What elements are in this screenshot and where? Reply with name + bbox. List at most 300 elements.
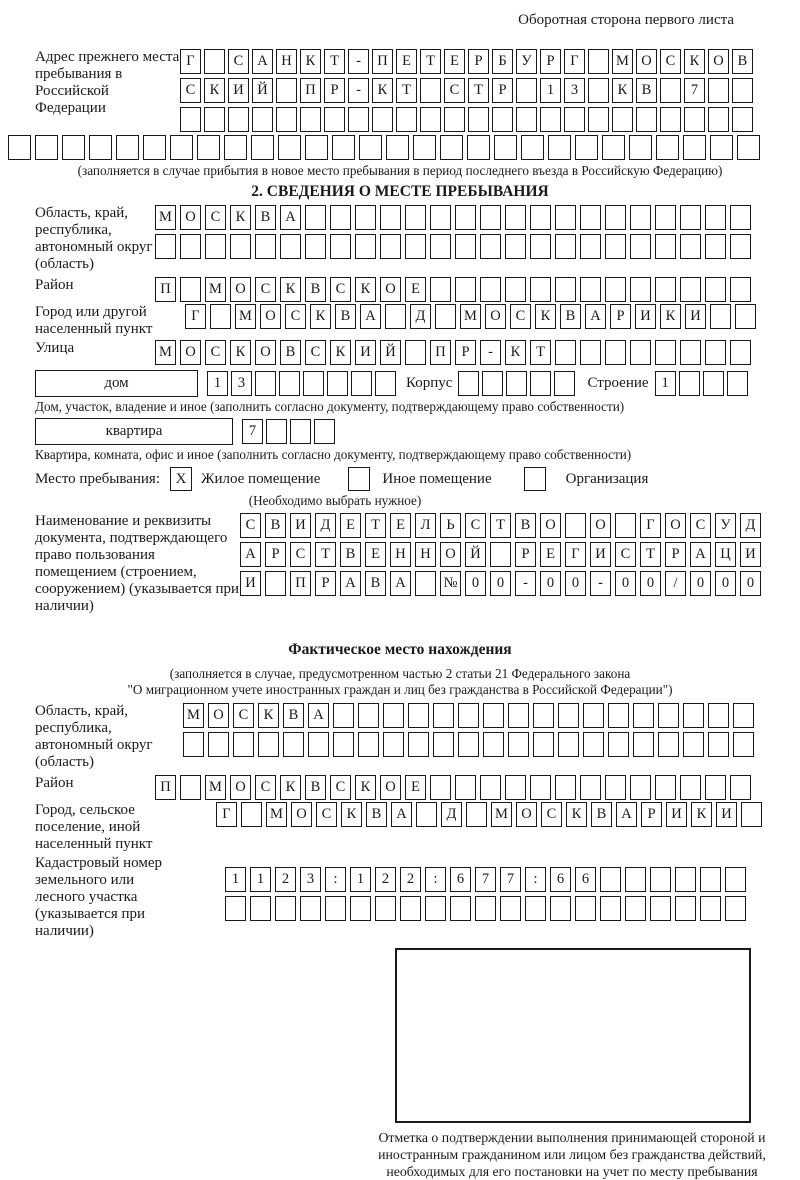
char-box[interactable]: - xyxy=(480,340,501,365)
char-box[interactable]: Р xyxy=(515,542,536,567)
char-box[interactable] xyxy=(530,205,551,230)
char-box[interactable]: 7 xyxy=(475,867,496,892)
char-box[interactable]: С xyxy=(255,277,276,302)
char-box[interactable]: К xyxy=(300,49,321,74)
char-box[interactable] xyxy=(530,775,551,800)
char-box[interactable] xyxy=(505,775,526,800)
char-box[interactable] xyxy=(467,135,490,160)
char-box[interactable]: 0 xyxy=(465,571,486,596)
char-box[interactable] xyxy=(205,234,226,259)
char-box[interactable]: Р xyxy=(540,49,561,74)
char-box[interactable] xyxy=(530,234,551,259)
char-box[interactable] xyxy=(276,78,297,103)
char-box[interactable] xyxy=(680,277,701,302)
char-box[interactable]: К xyxy=(230,340,251,365)
char-box[interactable] xyxy=(733,732,754,757)
char-box[interactable] xyxy=(433,703,454,728)
char-box[interactable] xyxy=(655,205,676,230)
char-box[interactable] xyxy=(305,205,326,230)
char-box[interactable] xyxy=(658,703,679,728)
char-box[interactable] xyxy=(710,304,731,329)
checkbox-inoe[interactable] xyxy=(348,467,370,491)
char-box[interactable] xyxy=(602,135,625,160)
char-box[interactable]: Т xyxy=(490,513,511,538)
char-box[interactable] xyxy=(530,277,551,302)
char-box[interactable]: 7 xyxy=(684,78,705,103)
char-box[interactable] xyxy=(305,234,326,259)
char-box[interactable]: И xyxy=(240,571,261,596)
char-box[interactable] xyxy=(383,732,404,757)
char-box[interactable] xyxy=(555,775,576,800)
char-box[interactable]: В xyxy=(340,542,361,567)
char-box[interactable] xyxy=(630,340,651,365)
char-box[interactable] xyxy=(275,896,296,921)
char-box[interactable]: Т xyxy=(324,49,345,74)
char-box[interactable] xyxy=(680,775,701,800)
char-box[interactable] xyxy=(482,371,503,396)
char-box[interactable]: Р xyxy=(468,49,489,74)
char-box[interactable] xyxy=(500,896,521,921)
char-box[interactable]: К xyxy=(372,78,393,103)
char-box[interactable] xyxy=(455,205,476,230)
char-box[interactable]: 2 xyxy=(275,867,296,892)
char-box[interactable]: Р xyxy=(492,78,513,103)
char-box[interactable]: В xyxy=(365,571,386,596)
char-box[interactable] xyxy=(525,896,546,921)
char-box[interactable] xyxy=(444,107,465,132)
char-box[interactable]: Й xyxy=(380,340,401,365)
char-box[interactable]: С xyxy=(205,340,226,365)
char-box[interactable] xyxy=(588,78,609,103)
char-box[interactable]: С xyxy=(330,277,351,302)
char-box[interactable] xyxy=(548,135,571,160)
char-box[interactable] xyxy=(455,775,476,800)
char-box[interactable] xyxy=(730,234,751,259)
char-box[interactable] xyxy=(725,867,746,892)
char-box[interactable]: М xyxy=(205,277,226,302)
char-box[interactable]: Р xyxy=(265,542,286,567)
char-box[interactable]: Т xyxy=(640,542,661,567)
char-box[interactable] xyxy=(555,234,576,259)
char-box[interactable] xyxy=(725,896,746,921)
char-box[interactable]: Р xyxy=(324,78,345,103)
char-box[interactable]: С xyxy=(316,802,337,827)
char-box[interactable]: К xyxy=(535,304,556,329)
char-box[interactable] xyxy=(505,277,526,302)
char-box[interactable] xyxy=(466,802,487,827)
char-box[interactable]: О xyxy=(255,340,276,365)
char-box[interactable]: О xyxy=(380,277,401,302)
char-box[interactable] xyxy=(375,896,396,921)
char-box[interactable]: В xyxy=(560,304,581,329)
char-box[interactable]: П xyxy=(155,277,176,302)
char-box[interactable]: И xyxy=(635,304,656,329)
char-box[interactable]: Г xyxy=(216,802,237,827)
char-box[interactable] xyxy=(430,234,451,259)
char-box[interactable] xyxy=(265,571,286,596)
char-box[interactable] xyxy=(741,802,762,827)
char-box[interactable]: Е xyxy=(390,513,411,538)
char-box[interactable] xyxy=(180,775,201,800)
char-box[interactable]: П xyxy=(372,49,393,74)
char-box[interactable]: М xyxy=(205,775,226,800)
char-box[interactable]: О xyxy=(208,703,229,728)
char-box[interactable] xyxy=(629,135,652,160)
char-box[interactable]: / xyxy=(665,571,686,596)
char-box[interactable] xyxy=(440,135,463,160)
char-box[interactable] xyxy=(630,205,651,230)
char-box[interactable]: М xyxy=(183,703,204,728)
char-box[interactable]: И xyxy=(685,304,706,329)
char-box[interactable] xyxy=(588,49,609,74)
char-box[interactable] xyxy=(420,107,441,132)
char-box[interactable] xyxy=(540,107,561,132)
char-box[interactable]: О xyxy=(590,513,611,538)
char-box[interactable] xyxy=(580,775,601,800)
char-box[interactable] xyxy=(372,107,393,132)
char-box[interactable] xyxy=(633,703,654,728)
char-box[interactable] xyxy=(605,340,626,365)
char-box[interactable]: У xyxy=(516,49,537,74)
char-box[interactable] xyxy=(358,732,379,757)
char-box[interactable] xyxy=(355,205,376,230)
char-box[interactable] xyxy=(679,371,700,396)
char-box[interactable] xyxy=(506,371,527,396)
char-box[interactable]: М xyxy=(155,205,176,230)
char-box[interactable]: 0 xyxy=(615,571,636,596)
char-box[interactable] xyxy=(708,107,729,132)
char-box[interactable] xyxy=(655,775,676,800)
char-box[interactable]: Е xyxy=(405,277,426,302)
char-box[interactable]: Е xyxy=(540,542,561,567)
char-box[interactable]: Р xyxy=(610,304,631,329)
char-box[interactable] xyxy=(386,135,409,160)
char-box[interactable] xyxy=(730,340,751,365)
char-box[interactable] xyxy=(480,205,501,230)
char-box[interactable] xyxy=(605,234,626,259)
char-box[interactable]: И xyxy=(590,542,611,567)
char-box[interactable]: С xyxy=(615,542,636,567)
char-box[interactable] xyxy=(565,513,586,538)
char-box[interactable]: : xyxy=(425,867,446,892)
char-box[interactable]: О xyxy=(440,542,461,567)
char-box[interactable] xyxy=(656,135,679,160)
char-box[interactable]: А xyxy=(280,205,301,230)
char-box[interactable] xyxy=(505,205,526,230)
char-box[interactable] xyxy=(458,703,479,728)
char-box[interactable]: 7 xyxy=(242,419,263,444)
char-box[interactable]: С xyxy=(205,205,226,230)
char-box[interactable] xyxy=(655,340,676,365)
char-box[interactable] xyxy=(533,732,554,757)
char-box[interactable]: О xyxy=(260,304,281,329)
char-box[interactable]: : xyxy=(525,867,546,892)
char-box[interactable] xyxy=(700,867,721,892)
char-box[interactable] xyxy=(358,703,379,728)
char-box[interactable]: 7 xyxy=(500,867,521,892)
char-box[interactable] xyxy=(737,135,760,160)
char-box[interactable]: С xyxy=(240,513,261,538)
char-box[interactable] xyxy=(600,867,621,892)
checkbox-zhiloe[interactable]: X xyxy=(170,467,192,491)
char-box[interactable] xyxy=(350,896,371,921)
char-box[interactable]: О xyxy=(708,49,729,74)
char-box[interactable] xyxy=(508,732,529,757)
char-box[interactable] xyxy=(35,135,58,160)
char-box[interactable] xyxy=(580,277,601,302)
char-box[interactable]: 1 xyxy=(225,867,246,892)
char-box[interactable] xyxy=(580,205,601,230)
char-box[interactable]: В xyxy=(732,49,753,74)
char-box[interactable]: В xyxy=(305,775,326,800)
char-box[interactable] xyxy=(625,867,646,892)
char-box[interactable] xyxy=(683,703,704,728)
char-box[interactable]: Т xyxy=(468,78,489,103)
char-box[interactable] xyxy=(588,107,609,132)
char-box[interactable]: 1 xyxy=(250,867,271,892)
char-box[interactable]: П xyxy=(290,571,311,596)
char-box[interactable]: М xyxy=(491,802,512,827)
char-box[interactable]: : xyxy=(325,867,346,892)
char-box[interactable]: А xyxy=(360,304,381,329)
char-box[interactable]: А xyxy=(616,802,637,827)
char-box[interactable]: В xyxy=(591,802,612,827)
char-box[interactable] xyxy=(605,775,626,800)
char-box[interactable] xyxy=(228,107,249,132)
char-box[interactable]: 0 xyxy=(740,571,761,596)
char-box[interactable] xyxy=(660,107,681,132)
char-box[interactable] xyxy=(683,135,706,160)
char-box[interactable]: - xyxy=(515,571,536,596)
char-box[interactable] xyxy=(660,78,681,103)
char-box[interactable] xyxy=(413,135,436,160)
char-box[interactable]: П xyxy=(430,340,451,365)
char-box[interactable]: Т xyxy=(420,49,441,74)
char-box[interactable]: 3 xyxy=(231,371,252,396)
char-box[interactable] xyxy=(608,732,629,757)
char-box[interactable] xyxy=(650,896,671,921)
char-box[interactable] xyxy=(251,135,274,160)
char-box[interactable] xyxy=(375,371,396,396)
char-box[interactable]: К xyxy=(505,340,526,365)
char-box[interactable]: С xyxy=(228,49,249,74)
char-box[interactable] xyxy=(705,340,726,365)
char-box[interactable] xyxy=(605,205,626,230)
char-box[interactable] xyxy=(266,419,287,444)
char-box[interactable] xyxy=(650,867,671,892)
char-box[interactable] xyxy=(62,135,85,160)
char-box[interactable] xyxy=(730,205,751,230)
char-box[interactable] xyxy=(183,732,204,757)
char-box[interactable] xyxy=(327,371,348,396)
char-box[interactable] xyxy=(630,234,651,259)
char-box[interactable] xyxy=(705,277,726,302)
char-box[interactable]: 0 xyxy=(690,571,711,596)
char-box[interactable]: О xyxy=(516,802,537,827)
char-box[interactable] xyxy=(680,340,701,365)
char-box[interactable]: С xyxy=(330,775,351,800)
char-box[interactable] xyxy=(416,802,437,827)
char-box[interactable] xyxy=(300,107,321,132)
char-box[interactable]: О xyxy=(665,513,686,538)
char-box[interactable] xyxy=(180,107,201,132)
char-box[interactable] xyxy=(241,802,262,827)
char-box[interactable] xyxy=(600,896,621,921)
char-box[interactable] xyxy=(636,107,657,132)
char-box[interactable] xyxy=(508,703,529,728)
char-box[interactable] xyxy=(550,896,571,921)
char-box[interactable] xyxy=(730,775,751,800)
char-box[interactable] xyxy=(658,732,679,757)
char-box[interactable] xyxy=(380,234,401,259)
char-box[interactable]: Г xyxy=(185,304,206,329)
char-box[interactable] xyxy=(290,419,311,444)
char-box[interactable]: В xyxy=(280,340,301,365)
char-box[interactable] xyxy=(415,571,436,596)
char-box[interactable] xyxy=(351,371,372,396)
char-box[interactable]: 0 xyxy=(490,571,511,596)
char-box[interactable]: С xyxy=(660,49,681,74)
char-box[interactable] xyxy=(385,304,406,329)
char-box[interactable]: О xyxy=(180,205,201,230)
char-box[interactable] xyxy=(710,135,733,160)
char-box[interactable]: 1 xyxy=(655,371,676,396)
char-box[interactable] xyxy=(703,371,724,396)
char-box[interactable]: - xyxy=(348,49,369,74)
char-box[interactable]: П xyxy=(155,775,176,800)
char-box[interactable]: 6 xyxy=(575,867,596,892)
char-box[interactable] xyxy=(655,277,676,302)
char-box[interactable] xyxy=(705,775,726,800)
char-box[interactable] xyxy=(324,107,345,132)
char-box[interactable] xyxy=(483,703,504,728)
char-box[interactable]: Т xyxy=(365,513,386,538)
char-box[interactable] xyxy=(583,732,604,757)
char-box[interactable]: С xyxy=(444,78,465,103)
char-box[interactable]: 6 xyxy=(550,867,571,892)
char-box[interactable] xyxy=(204,107,225,132)
char-box[interactable] xyxy=(580,234,601,259)
char-box[interactable] xyxy=(458,371,479,396)
char-box[interactable] xyxy=(225,896,246,921)
char-box[interactable]: С xyxy=(233,703,254,728)
char-box[interactable] xyxy=(468,107,489,132)
char-box[interactable]: 0 xyxy=(715,571,736,596)
char-box[interactable] xyxy=(425,896,446,921)
char-box[interactable]: В xyxy=(283,703,304,728)
char-box[interactable] xyxy=(332,135,355,160)
char-box[interactable] xyxy=(405,205,426,230)
char-box[interactable]: Д xyxy=(410,304,431,329)
char-box[interactable] xyxy=(730,277,751,302)
char-box[interactable]: К xyxy=(280,277,301,302)
char-box[interactable] xyxy=(705,234,726,259)
char-box[interactable]: Ь xyxy=(440,513,461,538)
char-box[interactable]: Р xyxy=(315,571,336,596)
char-box[interactable] xyxy=(204,49,225,74)
char-box[interactable] xyxy=(180,277,201,302)
char-box[interactable] xyxy=(197,135,220,160)
char-box[interactable]: 0 xyxy=(540,571,561,596)
char-box[interactable]: А xyxy=(252,49,273,74)
char-box[interactable] xyxy=(348,107,369,132)
char-box[interactable] xyxy=(555,277,576,302)
char-box[interactable]: С xyxy=(290,542,311,567)
char-box[interactable]: Н xyxy=(390,542,411,567)
char-box[interactable] xyxy=(433,732,454,757)
char-box[interactable]: - xyxy=(590,571,611,596)
char-box[interactable] xyxy=(455,277,476,302)
char-box[interactable]: К xyxy=(612,78,633,103)
char-box[interactable] xyxy=(435,304,456,329)
char-box[interactable]: 1 xyxy=(540,78,561,103)
char-box[interactable]: 3 xyxy=(300,867,321,892)
char-box[interactable]: И xyxy=(290,513,311,538)
char-box[interactable]: Т xyxy=(396,78,417,103)
char-box[interactable] xyxy=(208,732,229,757)
char-box[interactable] xyxy=(708,703,729,728)
char-box[interactable] xyxy=(555,340,576,365)
char-box[interactable]: С xyxy=(465,513,486,538)
char-box[interactable]: Р xyxy=(455,340,476,365)
char-box[interactable] xyxy=(505,234,526,259)
char-box[interactable] xyxy=(405,340,426,365)
char-box[interactable] xyxy=(180,234,201,259)
char-box[interactable] xyxy=(483,732,504,757)
char-box[interactable] xyxy=(675,867,696,892)
char-box[interactable]: 2 xyxy=(400,867,421,892)
char-box[interactable]: К xyxy=(258,703,279,728)
char-box[interactable] xyxy=(333,703,354,728)
char-box[interactable]: А xyxy=(240,542,261,567)
char-box[interactable] xyxy=(300,896,321,921)
char-box[interactable] xyxy=(684,107,705,132)
char-box[interactable] xyxy=(733,703,754,728)
checkbox-organizatsiya[interactable] xyxy=(524,467,546,491)
char-box[interactable] xyxy=(683,732,704,757)
char-box[interactable] xyxy=(250,896,271,921)
char-box[interactable]: 0 xyxy=(565,571,586,596)
char-box[interactable] xyxy=(279,371,300,396)
char-box[interactable] xyxy=(480,234,501,259)
char-box[interactable]: Г xyxy=(640,513,661,538)
char-box[interactable] xyxy=(330,205,351,230)
char-box[interactable] xyxy=(355,234,376,259)
char-box[interactable]: Б xyxy=(492,49,513,74)
char-box[interactable]: А xyxy=(308,703,329,728)
char-box[interactable] xyxy=(530,371,551,396)
char-box[interactable]: О xyxy=(291,802,312,827)
char-box[interactable]: К xyxy=(691,802,712,827)
char-box[interactable]: О xyxy=(380,775,401,800)
char-box[interactable] xyxy=(420,78,441,103)
char-box[interactable]: С xyxy=(541,802,562,827)
char-box[interactable] xyxy=(230,234,251,259)
char-box[interactable]: Д xyxy=(441,802,462,827)
char-box[interactable]: Н xyxy=(276,49,297,74)
char-box[interactable]: К xyxy=(330,340,351,365)
char-box[interactable] xyxy=(400,896,421,921)
char-box[interactable] xyxy=(8,135,31,160)
char-box[interactable] xyxy=(492,107,513,132)
char-box[interactable] xyxy=(305,135,328,160)
char-box[interactable]: В xyxy=(366,802,387,827)
char-box[interactable] xyxy=(383,703,404,728)
char-box[interactable] xyxy=(554,371,575,396)
char-box[interactable] xyxy=(727,371,748,396)
char-box[interactable] xyxy=(455,234,476,259)
char-box[interactable] xyxy=(308,732,329,757)
